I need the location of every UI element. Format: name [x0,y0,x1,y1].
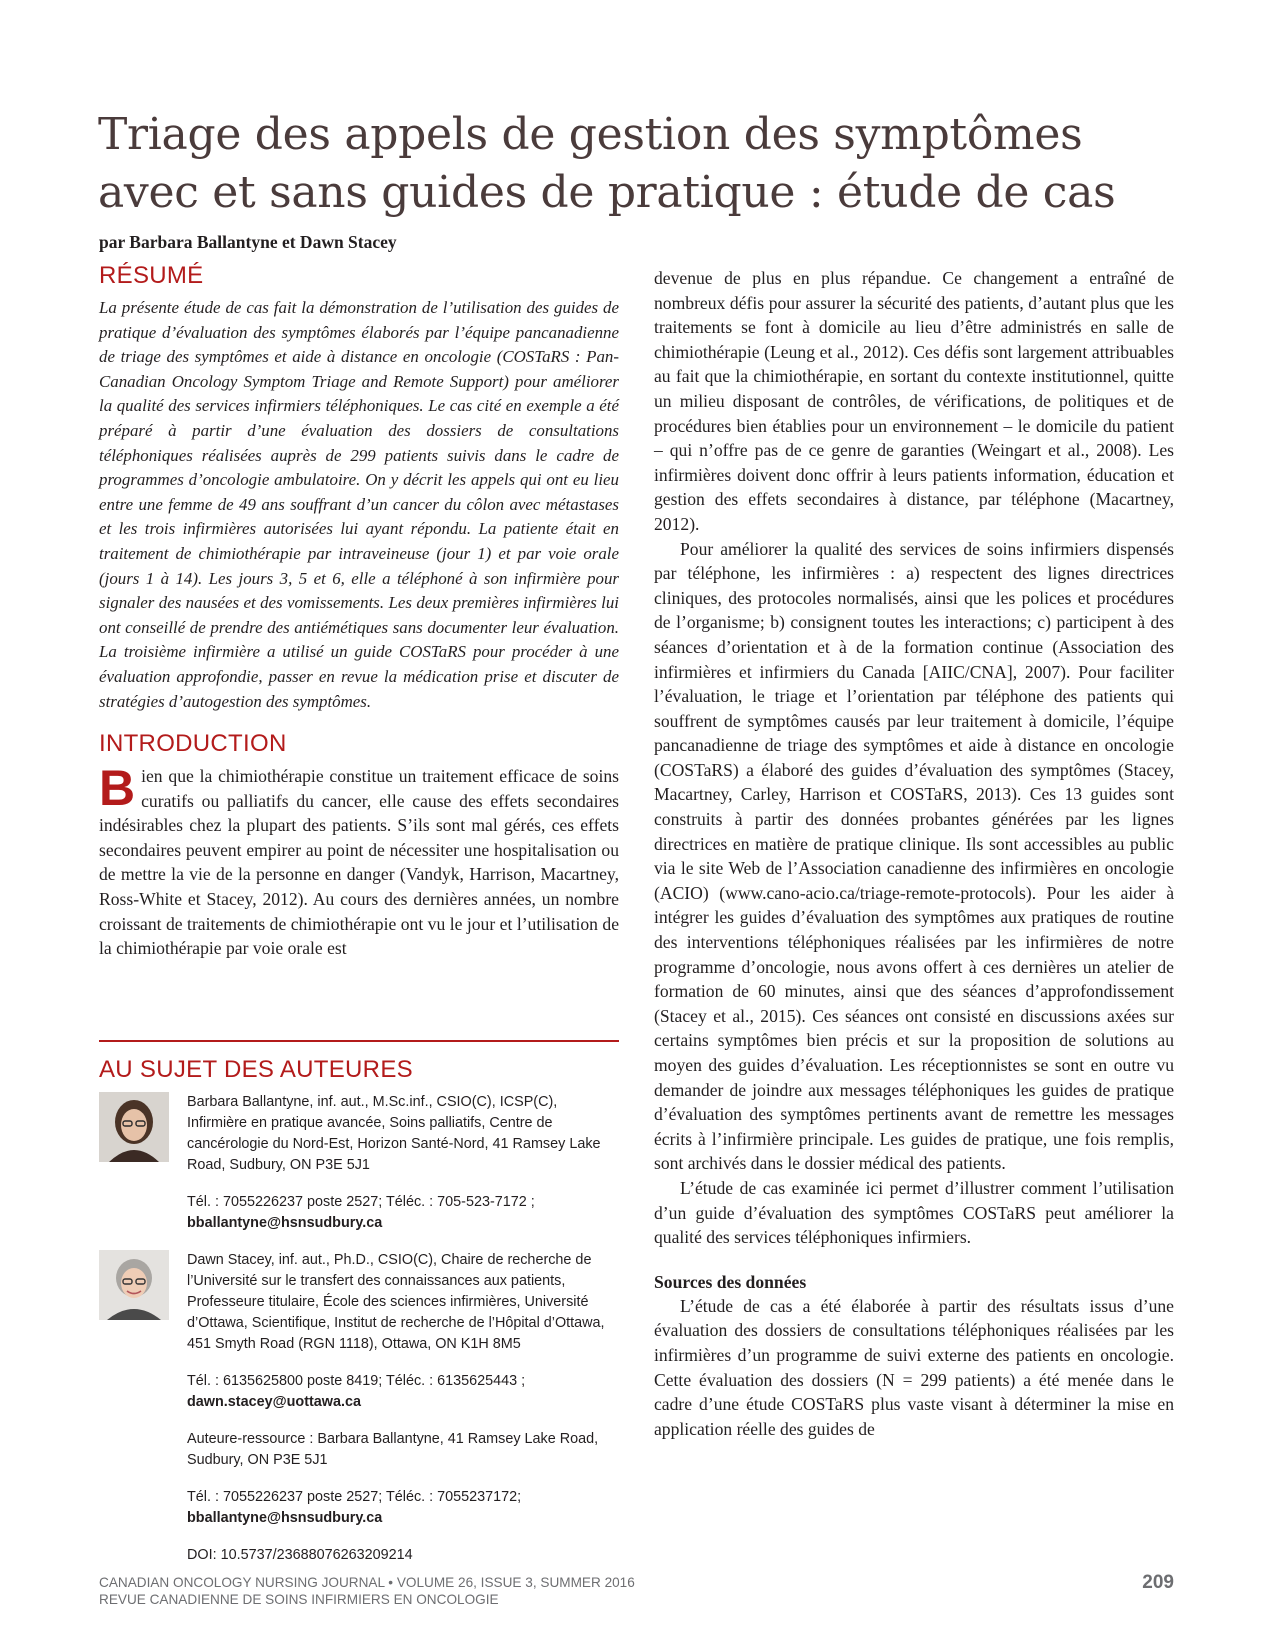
doi: DOI: 10.5737/23688076263209214 [187,1547,413,1563]
journal-name-fr: REVUE CANADIENNE DE SOINS INFIRMIERS EN ONCOLOGIE [99,1592,499,1607]
author-phone: Tél. : 6135625800 poste 8419; Téléc. : 6135625443 ; [187,1373,526,1389]
author-block [99,1250,619,1566]
author-block [99,1092,619,1234]
drop-cap: B [99,760,136,817]
contact-email[interactable]: bballantyne@hsnsudbury.ca [187,1510,383,1526]
left-column [99,262,619,961]
resume-heading: RÉSUMÉ [99,262,204,289]
body-paragraph: devenue de plus en plus répandue. Ce changement a entraîné de nombreux défis pour assurer la sécurité des patients, d’autant plus que les traitements se font à domicile au lieu d’être administrés en salle de chimiothérapie (Leung et al., 2012). Ces défis sont largement attribuables au fait que la chimiothérapie, en sortant du contexte institutionnel, quitte un milieu disposant de contrôles, de vérifications, de politiques et de procédures bien établies pour un environnement – le domicile du patient – qui n’offre pas de ce genre de garanties (Weingart et al., 2008). Les infirmières doivent donc offrir à leurs patients information, éducation et gestion des effets secondaires à distance, par téléphone (Macartney, 2012). [654,268,1174,534]
author-phone: Tél. : 7055226237 poste 2527; Téléc. : 705-523-7172 ; [187,1194,535,1210]
author-email[interactable]: dawn.stacey@uottawa.ca [187,1394,361,1410]
journal-name: CANADIAN ONCOLOGY NURSING JOURNAL • VOLUME 26, ISSUE 3, SUMMER 2016 [99,1575,635,1590]
title-line: Triage des appels de gestion des symptômes [98,109,1083,160]
right-column [654,266,1174,1441]
abstract-text: La présente étude de cas fait la démonstration de l’utilisation des guides de pratique d’évaluation des symptômes élaborés par l’équipe pancanadienne de triage des symptômes et aide à distance en oncologie (COSTaRS : Pan-Canadian Oncology Symptom Triage and Remote Support) pour améliorer la qualité des services infirmiers téléphoniques. Le cas cité en exemple a été préparé à partir d’une évaluation des dossiers de consultations téléphoniques réalisées auprès de 299 patients suivis dans le cadre de programmes d’oncologie ambulatoire. On y décrit les appels qui ont eu lieu entre une femme de 49 ans souffrant d’un cancer du côlon avec métastases et les trois infirmières autorisées lui ayant répondu. La patiente était en traitement de chimiothérapie par intraveineuse (jour 1) et par voie orale (jours 1 à 14). Les jours 3, 5 et 6, elle a téléphoné à son infirmière pour signaler des nausées et des vomissements. Les deux premières infirmières lui ont conseillé de prendre des antiémétiques sans documenter leur évaluation. La troisième infirmière a utilisé un guide COSTaRS pour procéder à une évaluation approfondie, passer en revue la médication prise et discuter de stratégies d’autogestion des symptômes. [99,298,619,711]
introduction-paragraph [99,760,619,961]
body-paragraph: Pour améliorer la qualité des services de soins infirmiers dispensés par téléphone, les infirmières : a) respectent des lignes directrices cliniques, des protocoles normalisés, ainsi que les polices et procédures de l’organisme; b) consignent toutes les interactions; c) participent à des séances d’orientation et à de la formation continue (Association des infirmières et infirmiers du Canada [AIIC/CNA], 2007). Pour faciliter l’évaluation, le triage et l’orientation par téléphone des patients qui souffrent de symptômes causés par leur traitement à domicile, l’équipe pancanadienne de triage des symptômes et aide à distance en oncologie (COSTaRS) a élaboré des guides d’évaluation des symptômes (Stacey, Macartney, Carley, Harrison et COSTaRS, 2013). Ces 13 guides sont construits à partir des données probantes générées par les lignes directrices en matière de pratique clinique. Ils sont accessibles au public via le site Web de l’Association canadienne des infirmières en oncologie (ACIO) (www.cano-acio.ca/triage-remote-protocols). Pour les aider à intégrer les guides d’évaluation des symptômes aux pratiques de routine des interventions téléphoniques réalisées par les infirmières de notre programme d’oncologie, nous avons offert à ces dernières un atelier de formation de 60 minutes, ainsi que des séances d’approfondissement (Stacey et al., 2015). Ces séances ont consisté en discussions axées sur certains symptômes bien précis et sur la proposition de solutions au moyen des guides d’évaluation. Les réceptionnistes se sont en outre vu demander de joindre aux messages téléphoniques les guides de pratique d’évaluation des symptômes pertinents avant de remettre les messages écrits à l’infirmière principale. Les guides de pratique, une fois remplis, sont archivés dans le dossier médical des patients. [654,538,1174,1174]
contact-phone: Tél. : 7055226237 poste 2527; Téléc. : 7055237172; [187,1489,522,1505]
page-number: 209 [1142,1572,1174,1593]
sources-heading: Sources des données [654,1271,807,1292]
author-info [187,1092,619,1234]
title-line: avec et sans guides de pratique : étude de cas [98,167,1116,218]
contact-author: Auteure-ressource : Barbara Ballantyne, 41 Ramsey Lake Road, Sudbury, ON P3E 5J1 [187,1431,599,1468]
introduction-heading: INTRODUCTION [99,730,287,758]
body-paragraph: L’étude de cas examinée ici permet d’illustrer comment l’utilisation d’un guide d’évaluation des symptômes COSTaRS peut améliorer la qualité des services téléphoniques infirmiers. [654,1177,1174,1248]
byline: par Barbara Ballantyne et Dawn Stacey [99,232,397,252]
sources-paragraph: L’étude de cas a été élaborée à partir des résultats issus d’une évaluation des dossiers de consultations téléphoniques réalisées par les infirmières d’un programme de suivi externe des patients en oncologie. Cette évaluation des dossiers (N = 299 patients) a été menée dans le cadre d’une étude COSTaRS plus vaste visant à déterminer la mise en application réelle des guides de [654,1295,1174,1439]
section-divider [99,1040,619,1042]
article-title [98,106,1198,222]
author-email[interactable]: bballantyne@hsnsudbury.ca [187,1215,383,1231]
page-footer [99,1574,1174,1608]
author-photo-stacey [99,1250,169,1320]
author-credentials: Barbara Ballantyne, inf. aut., M.Sc.inf., CSIO(C), ICSP(C), Infirmière en pratique avancée, Soins palliatifs, Centre de cancérologie du Nord-Est, Horizon Santé-Nord, 41 Ramsey Lake Road, Sudbury, ON P3E 5J1 [187,1094,601,1173]
about-authors-section [99,1056,619,1566]
author-photo-ballantyne [99,1092,169,1162]
author-info [187,1250,619,1566]
author-credentials: Dawn Stacey, inf. aut., Ph.D., CSIO(C), Chaire de recherche de l’Université sur le transfert des connaissances aux patients, Professeure titulaire, École des sciences infirmières, Université d’Ottawa, Scientifique, Institut de recherche de l’Hôpital d’Ottawa, 451 Smyth Road (RGN 1118), Ottawa, ON K1H 8M5 [187,1252,605,1352]
introduction-text: ien que la chimiothérapie constitue un traitement efficace de soins curatifs ou palliatifs du cancer, elle cause des effets secondaires indésirables chez la plupart des patients. S’ils sont mal gérés, ces effets secondaires peuvent empirer au point de nécessiter une hospitalisation ou de mettre la vie de la personne en danger (Vandyk, Harrison, Macartney, Ross-White et Stacey, 2012). Au cours des dernières années, un nombre croissant de traitements de chimiothérapie ont vu le jour et l’utilisation de la chimiothérapie par voie orale est [99,766,619,959]
authors-heading: AU SUJET DES AUTEURES [99,1056,413,1083]
